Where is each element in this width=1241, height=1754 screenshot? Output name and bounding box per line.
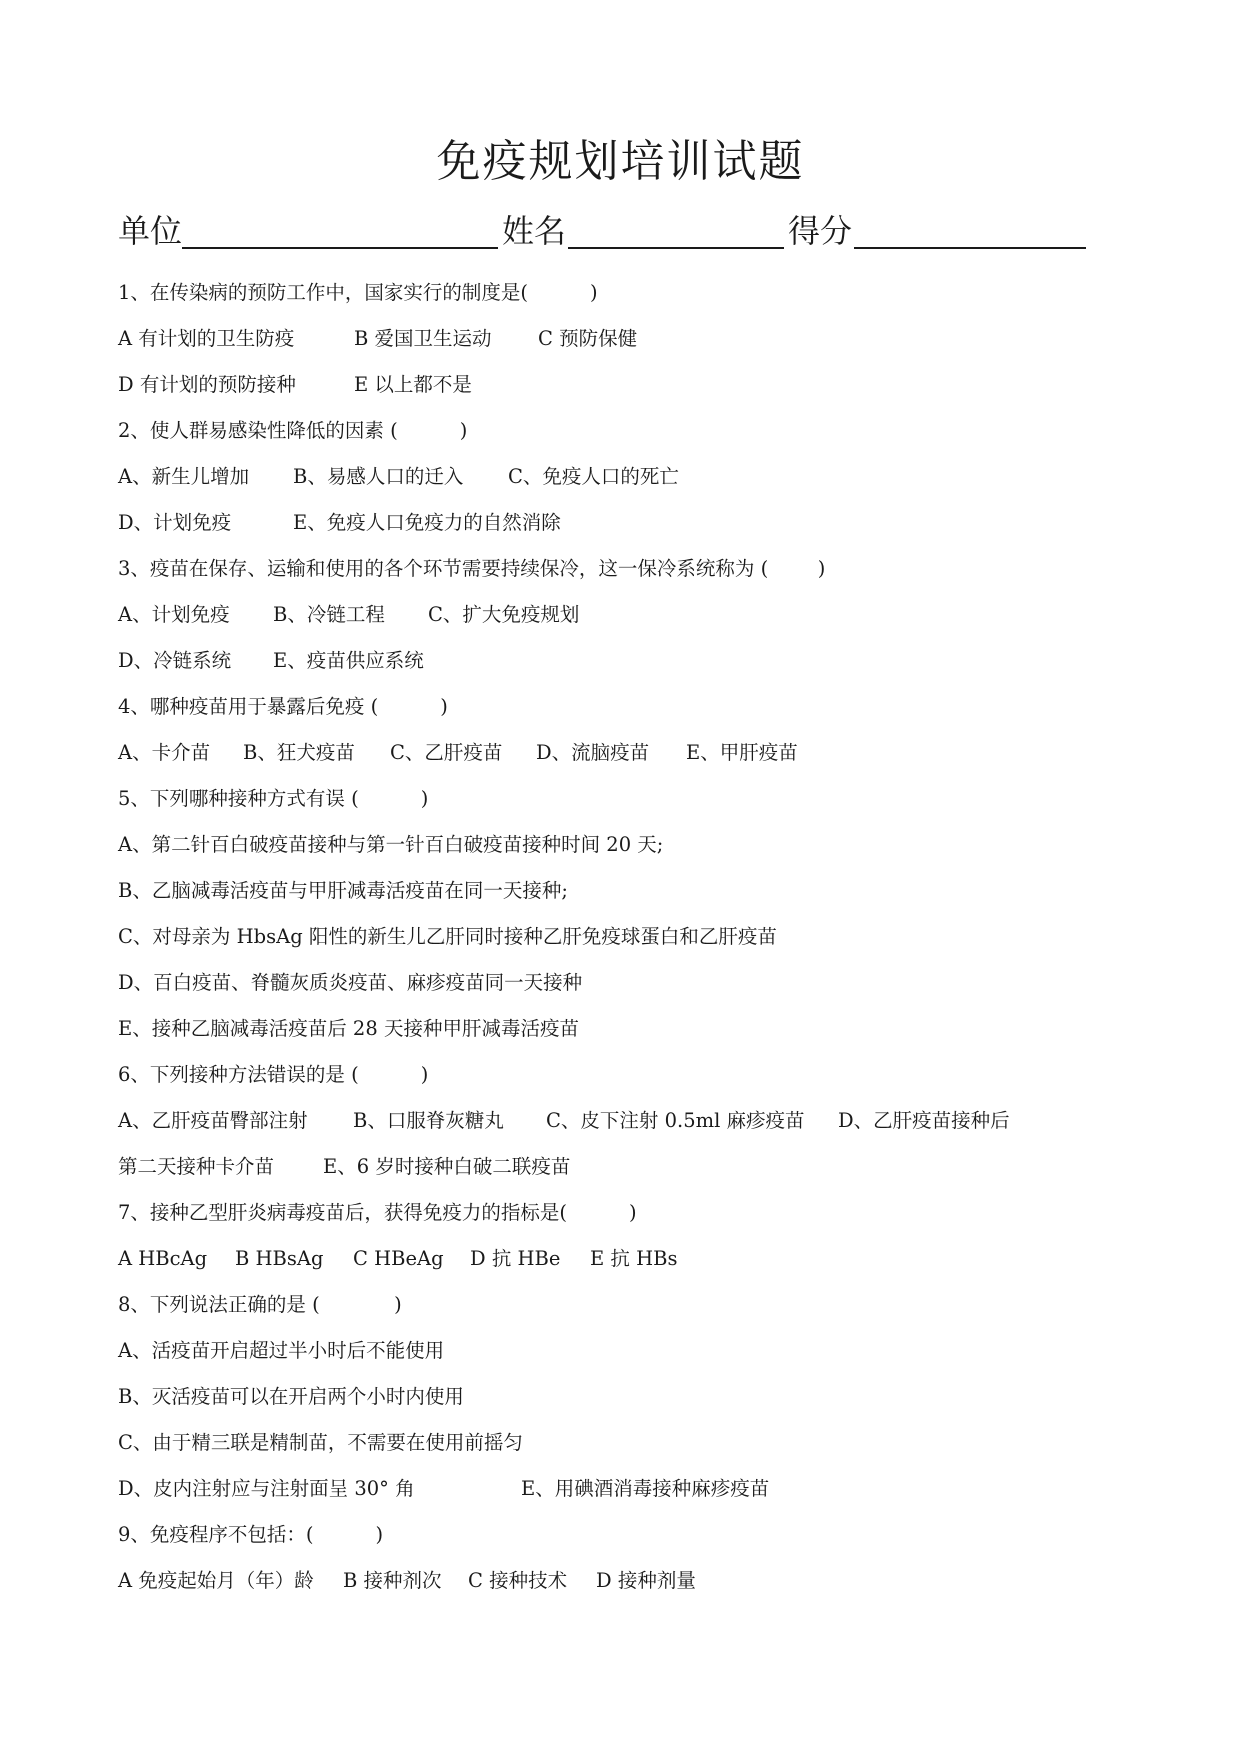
line-text: B、乙脑减毒活疫苗与甲肝减毒活疫苗在同一天接种; (118, 879, 568, 902)
question-line (118, 868, 1138, 914)
question-line (118, 822, 1138, 868)
question-line (118, 776, 1138, 822)
option-text: E、用碘酒消毒接种麻疹疫苗 (521, 1477, 770, 1500)
line-text: D、冷链系统 (118, 649, 232, 672)
option-text: E、甲肝疫苗 (686, 741, 798, 764)
question-line (118, 1374, 1138, 1420)
option-text: D 抗 HBe (470, 1247, 561, 1270)
option-text: E、6 岁时接种白破二联疫苗 (323, 1155, 571, 1178)
line-text: A、活疫苗开启超过半小时后不能使用 (118, 1339, 445, 1362)
option-text: E、疫苗供应系统 (273, 649, 424, 672)
option-text: C 预防保健 (538, 327, 638, 350)
candidate-info-row (118, 207, 1138, 255)
question-line (118, 1098, 1138, 1144)
line-text: C、对母亲为 HbsAg 阳性的新生儿乙肝同时接种乙肝免疫球蛋白和乙肝疫苗 (118, 925, 777, 948)
option-text: C、乙肝疫苗 (390, 741, 503, 764)
unit-blank-line[interactable] (182, 247, 498, 249)
option-text: D 接种剂量 (596, 1569, 696, 1592)
line-text: A 有计划的卫生防疫 (118, 327, 295, 350)
line-text: D、计划免疫 (118, 511, 232, 534)
option-text: B HBsAg (235, 1247, 324, 1270)
option-text: B、冷链工程 (273, 603, 385, 626)
line-text: A 免疫起始月（年）龄 (118, 1569, 314, 1592)
line-text: A、乙肝疫苗臀部注射 (118, 1109, 308, 1132)
line-text: E、接种乙脑减毒活疫苗后 28 天接种甲肝减毒活疫苗 (118, 1017, 579, 1040)
page-title: 免疫规划培训试题 (436, 136, 805, 187)
question-line (118, 408, 1138, 454)
question-line (118, 1466, 1138, 1512)
option-text: B、狂犬疫苗 (243, 741, 355, 764)
question-line (118, 914, 1138, 960)
option-text: E 以上都不是 (354, 373, 472, 396)
line-text: A HBcAg (118, 1247, 208, 1270)
line-text: D、百白疫苗、脊髓灰质炎疫苗、麻疹疫苗同一天接种 (118, 971, 583, 994)
line-text: A、计划免疫 (118, 603, 230, 626)
question-line (118, 1328, 1138, 1374)
option-text: C、皮下注射 0.5ml 麻疹疫苗 (546, 1109, 805, 1132)
line-text: B、灭活疫苗可以在开启两个小时内使用 (118, 1385, 464, 1408)
option-text: C、扩大免疫规划 (428, 603, 580, 626)
question-list (118, 270, 1138, 1604)
option-text: E 抗 HBs (590, 1247, 678, 1270)
question-line (118, 1006, 1138, 1052)
line-text: 8、下列说法正确的是 ( ) (118, 1293, 402, 1316)
line-text: D、皮内注射应与注射面呈 30° 角 (118, 1477, 415, 1500)
question-line (118, 1144, 1138, 1190)
question-line (118, 362, 1138, 408)
option-text: E、免疫人口免疫力的自然消除 (293, 511, 561, 534)
question-line (118, 1282, 1138, 1328)
score-label: 得分 (788, 212, 853, 250)
question-line (118, 270, 1138, 316)
line-text: 3、疫苗在保存、运输和使用的各个环节需要持续保冷，这一保冷系统称为 ( ) (118, 557, 826, 580)
option-text: D、流脑疫苗 (536, 741, 650, 764)
question-line (118, 500, 1138, 546)
line-text: D 有计划的预防接种 (118, 373, 296, 396)
name-label: 姓名 (502, 212, 567, 250)
question-line (118, 454, 1138, 500)
question-line (118, 1052, 1138, 1098)
name-blank-line[interactable] (568, 247, 784, 249)
option-text: B 爱国卫生运动 (354, 327, 492, 350)
line-text: A、卡介苗 (118, 741, 211, 764)
question-line (118, 1420, 1138, 1466)
line-text: 5、下列哪种接种方式有误 ( ) (118, 787, 429, 810)
question-line (118, 1236, 1138, 1282)
line-text: 4、哪种疫苗用于暴露后免疫 ( ) (118, 695, 448, 718)
question-line (118, 960, 1138, 1006)
question-line (118, 1558, 1138, 1604)
question-line (118, 592, 1138, 638)
score-blank-line[interactable] (854, 247, 1086, 249)
option-text: B、易感人口的迁入 (293, 465, 464, 488)
option-text: B、口服脊灰糖丸 (353, 1109, 504, 1132)
option-text: C HBeAg (353, 1247, 444, 1270)
unit-label: 单位 (118, 212, 183, 250)
option-text: D、乙肝疫苗接种后 (838, 1109, 1010, 1132)
line-text: 1、在传染病的预防工作中，国家实行的制度是( ) (118, 281, 598, 304)
question-line (118, 684, 1138, 730)
line-text: 7、接种乙型肝炎病毒疫苗后，获得免疫力的指标是( ) (118, 1201, 637, 1224)
question-line (118, 1190, 1138, 1236)
line-text: A、第二针百白破疫苗接种与第一针百白破疫苗接种时间 20 天; (118, 833, 664, 856)
line-text: 第二天接种卡介苗 (118, 1155, 275, 1178)
option-text: C 接种技术 (468, 1569, 568, 1592)
line-text: 9、免疫程序不包括：( ) (118, 1523, 384, 1546)
question-line (118, 546, 1138, 592)
line-text: 6、下列接种方法错误的是 ( ) (118, 1063, 429, 1086)
line-text: A、新生儿增加 (118, 465, 250, 488)
question-line (118, 1512, 1138, 1558)
question-line (118, 730, 1138, 776)
question-line (118, 316, 1138, 362)
line-text: C、由于精三联是精制苗，不需要在使用前摇匀 (118, 1431, 523, 1454)
question-line (118, 638, 1138, 684)
option-text: B 接种剂次 (343, 1569, 442, 1592)
option-text: C、免疫人口的死亡 (508, 465, 679, 488)
line-text: 2、使人群易感染性降低的因素 ( ) (118, 419, 468, 442)
